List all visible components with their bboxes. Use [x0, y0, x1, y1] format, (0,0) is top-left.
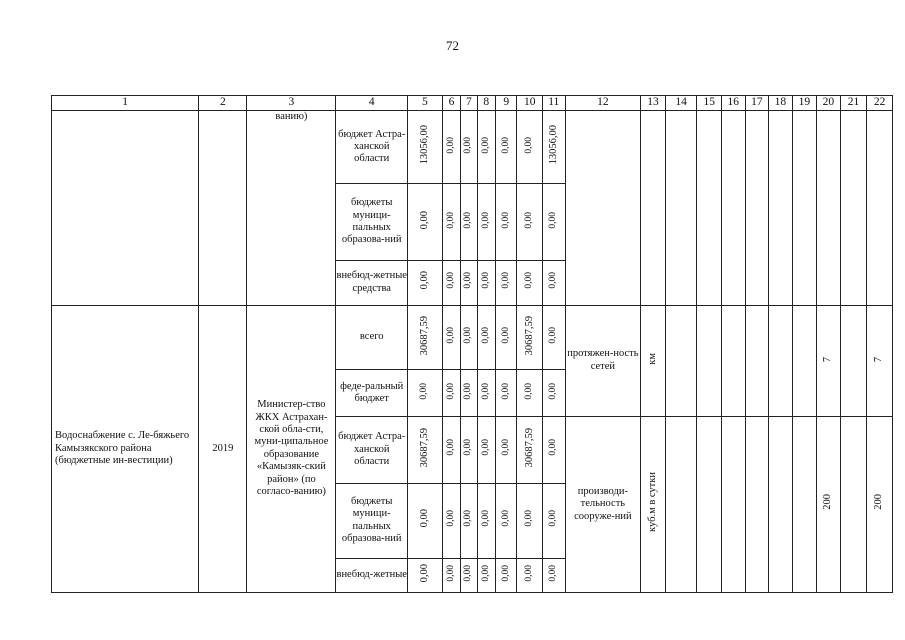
amount-col9: 0,00	[500, 439, 511, 456]
project-name-cell: Водоснабжение с. Ле-бяжьего Камызякского района (бюджетные ин-вестиции)	[52, 305, 199, 593]
funding-source: внебюд-жетные средства	[336, 260, 408, 305]
indicator-unit: км	[646, 352, 658, 365]
amount-col7: 0,00	[463, 382, 474, 400]
header-cell: 14	[665, 96, 697, 111]
funding-source: внебюд-жетные	[336, 558, 408, 592]
amount-col7: 0,00	[463, 326, 474, 344]
header-cell: 2	[199, 96, 247, 111]
amount-total: 0,00	[418, 509, 430, 528]
amount-col11: 0,00	[548, 211, 559, 229]
amount-col11: 0,00	[548, 564, 559, 582]
header-cell: 18	[769, 96, 793, 111]
amount-total: 0,00	[418, 563, 430, 583]
amount-col11: 0,00	[548, 382, 559, 400]
program-table	[51, 95, 893, 593]
header-cell: 9	[495, 96, 516, 111]
amount-col9: 0,00	[500, 211, 511, 229]
amount-col9: 0,00	[500, 326, 511, 344]
amount-col8: 0,00	[480, 272, 491, 289]
amount-total: 30687,59	[418, 315, 430, 355]
funding-source: феде-ральный бюджет	[336, 370, 408, 417]
amount-col7: 0,00	[463, 136, 474, 154]
amount-col11: 0,00	[548, 439, 559, 456]
amount-col6: 0,00	[445, 326, 456, 344]
header-cell: 20	[817, 96, 841, 111]
indicator-name-cell	[565, 111, 641, 305]
header-row	[52, 96, 893, 111]
amount-col10: 0,00	[524, 510, 535, 527]
header-cell: 1	[52, 96, 199, 111]
project-name-cell	[52, 111, 199, 305]
header-cell: 16	[722, 96, 746, 111]
indicator-value-col20: 7	[822, 357, 834, 363]
amount-total: 0,00	[418, 210, 430, 229]
funding-source: бюджеты муници-пальных образова-ний	[336, 184, 408, 261]
funding-source: бюджет Астра-ханской области	[336, 416, 408, 483]
header-cell: 22	[867, 96, 893, 111]
header-cell: 6	[442, 96, 460, 111]
funding-source: всего	[336, 305, 408, 370]
amount-col10: 30687,59	[523, 427, 535, 468]
amount-col8: 0,00	[480, 211, 491, 229]
amount-col10: 0,00	[524, 211, 535, 229]
executor-cell: Министер-ство ЖКХ Астрахан-ской обла-сти, муни-ципальное образование «Камызяк-ский район» (по согласо-ванию)	[247, 305, 336, 593]
amount-col6: 0,00	[445, 136, 456, 154]
amount-col8: 0,00	[480, 439, 491, 456]
header-cell: 15	[697, 96, 722, 111]
amount-col6: 0,00	[445, 510, 456, 527]
amount-col7: 0,00	[463, 211, 474, 229]
funding-source: бюджеты муници-пальных образова-ний	[336, 483, 408, 558]
indicator-value-col20: 200	[822, 494, 834, 511]
header-cell: 5	[408, 96, 443, 111]
amount-col7: 0,00	[463, 564, 474, 582]
amount-col6: 0,00	[445, 272, 456, 289]
amount-col9: 0,00	[500, 382, 511, 400]
amount-col11: 0,00	[548, 510, 559, 527]
amount-col7: 0,00	[463, 510, 474, 527]
table-row	[52, 305, 893, 370]
amount-col7: 0,00	[463, 272, 474, 289]
amount-col6: 0,00	[445, 382, 456, 400]
amount-total: 13056,00	[418, 125, 430, 165]
amount-col11: 0,00	[548, 272, 559, 289]
indicator-name: производи-тельность сооруже-ний	[565, 416, 641, 592]
amount-total: 0,00	[418, 271, 430, 290]
table-row	[52, 111, 893, 184]
page-number: 72	[446, 38, 459, 53]
header-cell: 13	[641, 96, 666, 111]
header-cell: 17	[745, 96, 769, 111]
amount-col9: 0,00	[500, 510, 511, 527]
amount-total: 0,00	[419, 382, 430, 400]
amount-col8: 0,00	[480, 382, 491, 400]
amount-col7: 0,00	[463, 439, 474, 456]
amount-col9: 0,00	[500, 272, 511, 289]
amount-col8: 0,00	[480, 326, 491, 344]
amount-col8: 0,00	[480, 136, 491, 154]
unit-cell	[641, 111, 666, 305]
header-cell: 3	[247, 96, 336, 111]
amount-col11: 13056,00	[547, 125, 559, 165]
amount-col9: 0,00	[500, 136, 511, 154]
amount-col10: 0,00	[524, 564, 535, 582]
amount-total: 30687,59	[418, 427, 430, 468]
executor-cell: ванию)	[247, 111, 336, 305]
amount-col10: 0,00	[524, 382, 535, 400]
header-cell: 7	[461, 96, 477, 111]
amount-col10: 30687,59	[523, 315, 535, 355]
indicator-value-col22: 200	[873, 494, 885, 511]
year-cell	[199, 111, 247, 305]
amount-col10: 0,00	[524, 272, 535, 289]
header-cell: 12	[565, 96, 641, 111]
header-cell: 8	[477, 96, 495, 111]
amount-col10: 0,00	[524, 136, 535, 154]
indicator-unit: куб.м в сутки	[646, 472, 658, 533]
amount-col6: 0,00	[445, 439, 456, 456]
amount-col6: 0,00	[445, 564, 456, 582]
header-cell: 11	[543, 96, 566, 111]
amount-col8: 0,00	[480, 510, 491, 527]
indicator-value-col22: 7	[873, 357, 885, 363]
amount-col9: 0,00	[500, 564, 511, 582]
indicator-name: протяжен-ность сетей	[565, 305, 641, 416]
header-cell: 19	[792, 96, 817, 111]
amount-col11: 0,00	[548, 326, 559, 344]
header-cell: 10	[517, 96, 543, 111]
funding-source: бюджет Астра-ханской области	[336, 111, 408, 184]
header-cell: 4	[336, 96, 408, 111]
year-cell: 2019	[199, 305, 247, 593]
header-cell: 21	[840, 96, 867, 111]
amount-col8: 0,00	[480, 564, 491, 582]
amount-col6: 0,00	[445, 211, 456, 229]
